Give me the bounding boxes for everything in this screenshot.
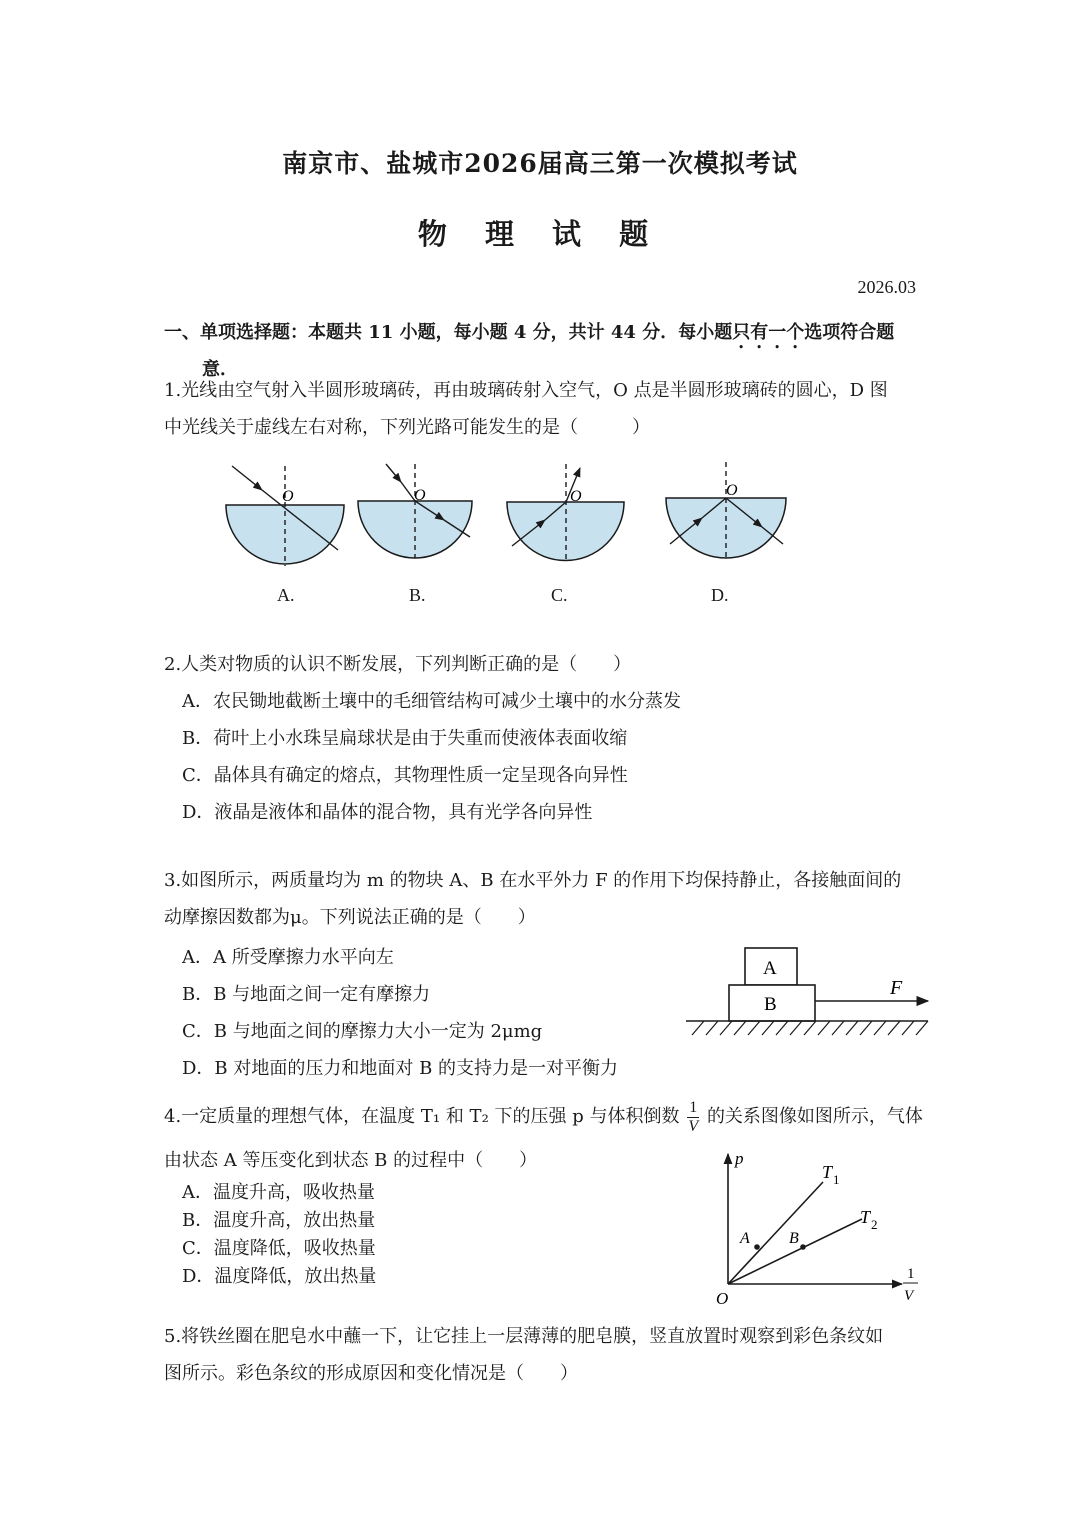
point-o-label-d: O: [726, 482, 738, 499]
block-b-label: B: [764, 994, 777, 1015]
t1-subscript: 1: [833, 1172, 840, 1187]
q4-frac-num: 1: [689, 1098, 698, 1116]
q2-option-d: D．液晶是液体和晶体的混合物，具有光学各向异性: [182, 802, 593, 823]
question-4-line1: [164, 1098, 924, 1136]
q5-line1: 5.将铁丝圈在肥皂水中蘸一下，让它挂上一层薄薄的肥皂膜，竖直放置时观察到彩色条纹如: [164, 1326, 884, 1347]
exam-date: 2026.03: [857, 277, 916, 297]
q3-option-d: D．B 对地面的压力和地面对 B 的支持力是一对平衡力: [182, 1058, 619, 1079]
section-heading-emphasis: 只有一个: [732, 322, 805, 343]
y-axis-label: p: [735, 1149, 744, 1168]
section-heading-text: 一、单项选择题：本题共 11 小题，每小题 4 分，共计 44 分．每小题: [164, 322, 733, 343]
t1-label: T: [822, 1162, 833, 1182]
question-3: [164, 862, 924, 936]
q1-line1: 1.光线由空气射入半圆形玻璃砖，再由玻璃砖射入空气，O 点是半圆形玻璃砖的圆心，D 图: [164, 380, 888, 401]
origin-label: O: [716, 1289, 729, 1308]
q1-figure-a: [226, 466, 344, 566]
q1-fig-label-b: B.: [409, 585, 426, 605]
q1-fig-label-d: D.: [711, 585, 729, 605]
q5-line2: 图所示。彩色条纹的形成原因和变化情况是（ ）: [164, 1363, 578, 1384]
q2-option-c: C．晶体具有确定的熔点，其物理性质一定呈现各向异性: [182, 765, 628, 786]
ray-in-a: [232, 466, 262, 490]
section-heading-text-end: 选项符合题: [804, 322, 895, 343]
ground-hatching: [692, 1021, 928, 1035]
q3-option-b: B．B 与地面之间一定有摩擦力: [182, 984, 431, 1005]
q4-line1-text: 4.一定质量的理想气体，在温度 T₁ 和 T₂ 下的压强 p 与体积倒数: [164, 1106, 680, 1127]
ray-mid-b: [401, 482, 415, 501]
q4-inline-fraction: [687, 1099, 699, 1136]
q4-option-b: B．温度升高，放出热量: [182, 1210, 376, 1231]
point-b-dot: [800, 1244, 806, 1250]
subject-title: 物 理 试 题: [417, 217, 663, 251]
q1-figure-d: [666, 462, 786, 558]
question-5: [164, 1318, 924, 1392]
q4-option-a: A．温度升高，吸收热量: [182, 1182, 375, 1203]
point-a-dot: [754, 1244, 760, 1250]
q3-figure: [684, 940, 944, 1040]
isotherm-t2: [728, 1219, 862, 1284]
point-o-label-b: O: [414, 487, 426, 504]
point-b-label: B: [789, 1230, 799, 1247]
q4-line1-text-end: 的关系图像如图所示，气体: [706, 1106, 923, 1127]
question-1: [164, 372, 924, 446]
q4-option-c: C．温度降低，吸收热量: [182, 1238, 376, 1259]
t2-label: T: [860, 1207, 871, 1227]
q1-fig-label-a: A.: [277, 585, 295, 605]
q3-line1: 3.如图所示，两质量均为 m 的物块 A、B 在水平外力 F 的作用下均保持静止，各接触面间的: [164, 870, 902, 891]
q1-figures: [0, 460, 1080, 600]
q1-fig-label-c: C.: [551, 585, 568, 605]
q4-frac-den: V: [688, 1117, 699, 1135]
force-label: F: [890, 977, 903, 999]
ray-in-b: [386, 464, 401, 482]
q3-line2: 动摩擦因数都为μ。下列说法正确的是（ ）: [164, 907, 536, 928]
q3-option-c: C．B 与地面之间的摩擦力大小一定为 2μmg: [182, 1021, 543, 1042]
exam-title: 南京市、盐城市2026届高三第一次模拟考试: [282, 149, 798, 178]
t2-subscript: 2: [871, 1217, 878, 1232]
q1-figure-c: [507, 464, 624, 561]
q1-figure-b: [358, 464, 472, 558]
section-heading-cont: 意．: [202, 359, 238, 380]
point-o-label-a: O: [282, 488, 294, 505]
x-axis-label-den: V: [904, 1288, 914, 1304]
question-2-stem: 2.人类对物质的认识不断发展，下列判断正确的是（ ）: [164, 654, 632, 675]
x-axis-label-num: 1: [907, 1266, 915, 1282]
q2-option-b: B．荷叶上小水珠呈扁球状是由于失重而使液体表面收缩: [182, 728, 628, 749]
q4-line2: 由状态 A 等压变化到状态 B 的过程中（ ）: [164, 1150, 538, 1171]
q4-graph: [700, 1140, 940, 1310]
q3-option-a: A．A 所受摩擦力水平向左: [182, 947, 394, 968]
q4-option-d: D．温度降低，放出热量: [182, 1266, 377, 1287]
point-a-label: A: [740, 1230, 750, 1247]
point-o-label-c: O: [570, 488, 582, 505]
q2-option-a: A．农民锄地截断土壤中的毛细管结构可减少土壤中的水分蒸发: [182, 691, 681, 712]
block-a-label: A: [763, 958, 777, 979]
q1-line2: 中光线关于虚线左右对称，下列光路可能发生的是（ ）: [164, 417, 650, 438]
